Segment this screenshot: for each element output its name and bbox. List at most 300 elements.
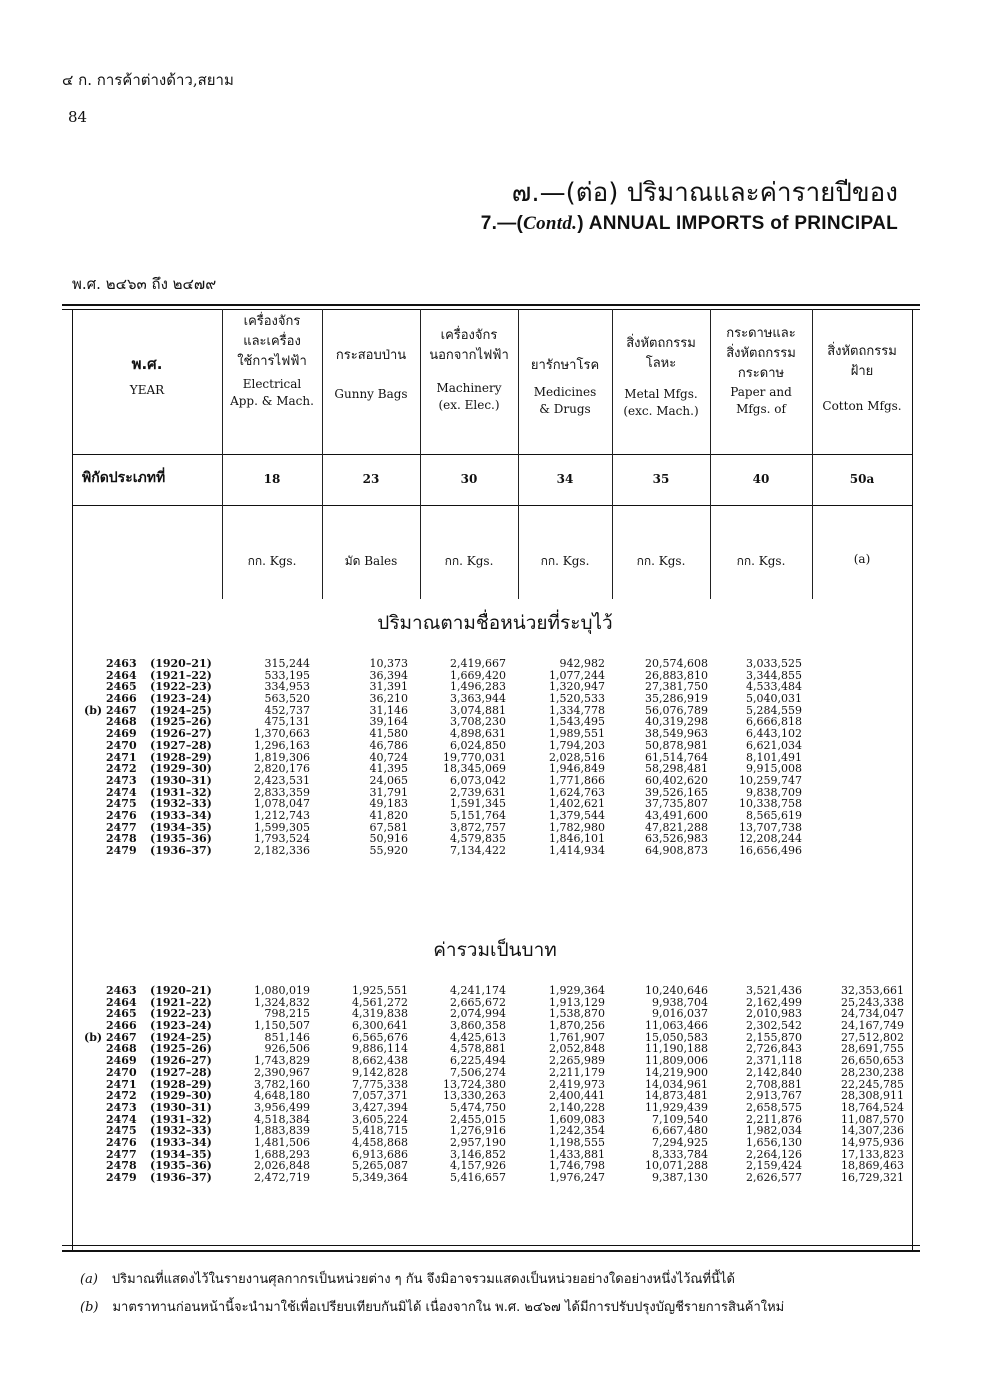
table-cell: 46,786 [369,738,408,752]
table-cell: 3,146,852 [450,1147,506,1161]
value-rows [0,985,990,1184]
row-year-be: 2466 [106,692,137,706]
table-cell: 1,793,524 [254,832,310,846]
table-cell: 1,883,839 [254,1124,310,1138]
table-cell: 1,150,507 [254,1019,310,1033]
table-cell: 64,908,873 [645,844,708,857]
table-cell: 9,387,130 [652,1171,708,1184]
table-row [0,693,990,705]
table-cell: 1,846,101 [549,832,605,846]
table-cell: 3,363,944 [450,692,506,706]
row-year-be: 2465 [106,1007,137,1021]
unit-label: กก. Kgs. [247,554,297,568]
title-english [481,213,898,235]
table-cell: 9,915,008 [746,762,802,776]
table-cell: 6,300,641 [352,1019,408,1033]
table-cell: 63,526,983 [645,832,708,846]
table-cell: 27,512,802 [841,1030,904,1044]
header-th-line2: ยารักษาโรค [530,358,600,373]
table-cell: 5,416,657 [450,1171,506,1184]
table-cell: 2,162,499 [746,995,802,1009]
table-cell: 25,243,338 [841,995,904,1009]
table-cell: 10,338,758 [739,797,802,811]
running-head: ๔ ก. การค้าต่างด้าว,สยาม [62,71,234,89]
table-cell: 10,240,646 [645,984,708,997]
table-cell: 37,735,807 [645,797,708,811]
table-row [0,658,990,670]
table-cell: 56,076,789 [645,703,708,717]
header-en-line1: Electrical [242,377,302,391]
table-cell: 1,624,763 [549,785,605,799]
table-cell: 14,873,481 [645,1089,708,1103]
row-year-ce: (1927–28) [150,1065,212,1079]
header-th-line2: กระสอบป่าน [335,348,407,363]
header-cotton [812,312,912,450]
table-cell: 14,307,236 [841,1124,904,1138]
table-cell: 41,580 [369,727,408,741]
tariff-code: 18 [263,472,281,486]
row-year-ce: (1922–23) [150,680,212,694]
tariff-code: 50a [849,472,875,486]
table-cell: 3,521,436 [746,984,802,997]
header-divider [72,454,912,455]
table-cell: 1,370,663 [254,727,310,741]
table-cell: 1,296,163 [254,738,310,752]
table-cell: 13,724,380 [443,1077,506,1091]
table-cell: 11,929,439 [645,1100,708,1114]
table-cell: 41,395 [369,762,408,776]
table-cell: 1,819,306 [254,750,310,764]
header-th-line1: เครื่องจักร [243,314,301,329]
table-cell: 16,729,321 [841,1171,904,1184]
table-bottom-rule-inner [62,1245,920,1246]
table-cell: 14,975,936 [841,1135,904,1149]
tariff-code: 40 [752,472,770,486]
row-year-be: 2470 [106,738,137,752]
table-cell: 2,739,631 [450,785,506,799]
table-row [0,810,990,822]
row-year-ce: (1921–22) [150,668,212,682]
table-cell: 11,809,006 [645,1054,708,1068]
table-cell: 5,265,087 [352,1159,408,1173]
table-cell: 1,669,420 [450,668,506,682]
table-cell: 58,298,481 [645,762,708,776]
table-row [0,985,990,997]
table-cell: 7,109,540 [652,1112,708,1126]
table-cell: 2,419,973 [549,1077,605,1091]
header-th-line1: เครื่องจักร [440,328,498,343]
quantity-rows [0,658,990,857]
table-cell: 6,073,042 [450,773,506,787]
title-en-contd: Contd. [523,213,578,234]
row-year-ce: (1932–33) [150,797,212,811]
row-year-be: 2477 [106,1147,137,1161]
table-cell: 6,621,034 [746,738,802,752]
table-cell: 1,543,495 [549,715,605,729]
table-top-rule [62,304,920,306]
table-cell: 28,308,911 [841,1089,904,1103]
table-cell: 1,870,256 [549,1019,605,1033]
table-row [0,845,990,857]
table-cell: 2,658,575 [746,1100,802,1114]
header-en-line1: Cotton Mfgs. [822,399,902,413]
row-year-be: 2466 [106,1019,137,1033]
value-section-title: ค่ารวมเป็นบาท [433,939,557,961]
header-gunny-bags [322,312,420,450]
table-cell: 32,353,661 [841,984,904,997]
row-year-ce: (1928–29) [150,750,212,764]
table-cell: 2,074,994 [450,1007,506,1021]
footnote-text: มาตราทานก่อนหน้านี้จะนำมาใช้เพื่อเปรียบเทียบกันมิได้ เนื่องจากใน พ.ศ. ๒๔๖๗ ได้มีการปรับปรุงบัญชีรายการสินค้าใหม่ [112,1300,785,1315]
header-th-line2: โลหะ [645,356,677,371]
row-year-ce: (1929–30) [150,1089,212,1103]
row-year-ce: (1926–27) [150,727,212,741]
table-cell: 1,402,621 [549,797,605,811]
table-cell: 15,050,583 [645,1030,708,1044]
row-year-ce: (1935–36) [150,1159,212,1173]
table-cell: 36,394 [369,668,408,682]
header-th-line3: กระดาษ [737,366,785,381]
table-cell: 9,938,704 [652,995,708,1009]
table-cell: 24,167,749 [841,1019,904,1033]
title-thai: ๗.—(ต่อ) ปริมาณและค่ารายปีของ [511,178,898,208]
row-year-be: 2478 [106,832,137,846]
table-row [0,740,990,752]
footnote-a [80,1268,735,1289]
header-th-line2: และเครื่อง [243,334,301,349]
row-year-be: 2465 [106,680,137,694]
table-cell: 1,761,907 [549,1030,605,1044]
table-cell: 1,379,544 [549,808,605,822]
footnote-b [80,1296,784,1317]
row-year-ce: (1928–29) [150,1077,212,1091]
row-year-be: 2468 [106,715,137,729]
table-cell: 22,245,785 [841,1077,904,1091]
table-cell: 5,151,764 [450,808,506,822]
table-cell: 7,775,338 [352,1077,408,1091]
row-year-be: 2477 [106,820,137,834]
footnote-mark: (b) [80,1300,99,1315]
table-cell: 2,833,359 [254,785,310,799]
row-year-ce: (1923–24) [150,692,212,706]
table-cell: 10,071,288 [645,1159,708,1173]
table-cell: 1,481,506 [254,1135,310,1149]
table-cell: 49,183 [369,797,408,811]
unit-label: (a) [853,552,871,566]
table-cell: 2,626,577 [746,1171,802,1184]
row-year-be: 2467 [106,703,137,717]
period-label: พ.ศ. ๒๔๖๓ ถึง ๒๔๗๙ [72,275,217,293]
table-cell: 1,078,047 [254,797,310,811]
table-cell: 14,034,961 [645,1077,708,1091]
table-cell: 2,455,015 [450,1112,506,1126]
table-cell: 14,219,900 [645,1065,708,1079]
table-cell: 1,320,947 [549,680,605,694]
row-year-be: 2479 [106,844,137,857]
row-year-ce: (1932–33) [150,1124,212,1138]
table-cell: 6,666,818 [746,715,802,729]
table-cell: 2,472,719 [254,1171,310,1184]
row-year-ce: (1921–22) [150,995,212,1009]
table-cell: 5,474,750 [450,1100,506,1114]
tariff-code: 34 [556,472,574,486]
header-en-line2: (ex. Elec.) [438,398,500,412]
tariff-code: 35 [652,472,670,486]
table-cell: 2,211,876 [746,1112,802,1126]
quantity-section-title: ปริมาณตามชื่อหน่วยที่ระบุไว้ [377,612,613,634]
table-cell: 67,581 [369,820,408,834]
table-cell: 1,414,934 [549,844,605,857]
row-year-be: 2474 [106,1112,137,1126]
code-divider [72,505,912,506]
table-cell: 31,146 [369,703,408,717]
row-year-ce: (1931–32) [150,1112,212,1126]
table-cell: 2,264,126 [746,1147,802,1161]
table-cell: 1,794,203 [549,738,605,752]
table-cell: 1,746,798 [549,1159,605,1173]
unit-label: มัด Bales [344,554,398,568]
table-cell: 18,764,524 [841,1100,904,1114]
table-cell: 3,860,358 [450,1019,506,1033]
table-cell: 1,982,034 [746,1124,802,1138]
table-cell: 1,242,354 [549,1124,605,1138]
table-cell: 1,324,832 [254,995,310,1009]
table-row [0,1172,990,1184]
table-cell: 1,496,283 [450,680,506,694]
table-cell: 39,164 [369,715,408,729]
header-th-line2: นอกจากไฟฟ้า [429,348,509,363]
table-cell: 2,726,843 [746,1042,802,1056]
table-cell: 3,344,855 [746,668,802,682]
table-cell: 38,549,963 [645,727,708,741]
table-cell: 60,402,620 [645,773,708,787]
row-year-ce: (1925–26) [150,1042,212,1056]
table-cell: 2,820,176 [254,762,310,776]
footnote-text: ปริมาณที่แสดงไว้ในรายงานศุลกากรเป็นหน่วยต่าง ๆ กัน จึงมิอาจรวมแสดงเป็นหน่วยอย่างใดอย่างหนึ่งไว้ณที่นี้ได้ [111,1272,735,1287]
row-year-be: 2473 [106,1100,137,1114]
table-row [0,1137,990,1149]
row-year-be: 2475 [106,797,137,811]
header-machinery [420,312,518,450]
table-cell: 4,425,613 [450,1030,506,1044]
table-cell: 1,538,870 [549,1007,605,1021]
table-cell: 6,913,686 [352,1147,408,1161]
header-th-line2: ฝ้าย [850,364,874,379]
table-cell: 16,656,496 [739,844,802,857]
table-cell: 31,791 [369,785,408,799]
row-year-ce: (1933–34) [150,808,212,822]
table-cell: 6,225,494 [450,1054,506,1068]
table-cell: 4,518,384 [254,1112,310,1126]
table-cell: 7,294,925 [652,1135,708,1149]
table-cell: 18,345,069 [443,762,506,776]
row-year-be: 2472 [106,1089,137,1103]
table-cell: 47,821,288 [645,820,708,834]
header-year [72,312,222,450]
table-cell: 11,190,188 [645,1042,708,1056]
table-cell: 43,491,600 [645,808,708,822]
table-cell: 1,929,364 [549,984,605,997]
row-year-be: 2468 [106,1042,137,1056]
tariff-code: 30 [460,472,478,486]
table-cell: 1,656,130 [746,1135,802,1149]
table-cell: 1,925,551 [352,984,408,997]
table-cell: 2,052,848 [549,1042,605,1056]
row-year-be: 2479 [106,1171,137,1184]
table-cell: 6,443,102 [746,727,802,741]
row-mark: (b) [84,703,103,717]
row-year-ce: (1926–27) [150,1054,212,1068]
unit-label: กก. Kgs. [444,554,494,568]
table-cell: 9,016,037 [652,1007,708,1021]
table-cell: 2,159,424 [746,1159,802,1173]
table-cell: 1,976,247 [549,1171,605,1184]
table-row [0,1102,990,1114]
row-year-be: 2464 [106,995,137,1009]
table-cell: 35,286,919 [645,692,708,706]
table-cell: 41,820 [369,808,408,822]
table-row [0,1020,990,1032]
header-year-english: YEAR [129,383,165,397]
row-year-ce: (1930–31) [150,1100,212,1114]
table-cell: 5,284,559 [746,703,802,717]
header-en-line2: Mfgs. of [736,402,786,416]
row-year-ce: (1935–36) [150,832,212,846]
row-year-be: 2467 [106,1030,137,1044]
table-cell: 4,533,484 [746,680,802,694]
table-cell: 40,724 [369,750,408,764]
table-cell: 7,057,371 [352,1089,408,1103]
header-metal [612,312,710,450]
row-year-ce: (1927–28) [150,738,212,752]
header-en-line2: App. & Mach. [230,394,314,408]
table-cell: 2,371,118 [746,1054,802,1068]
table-cell: 5,418,715 [352,1124,408,1138]
table-cell: 1,609,083 [549,1112,605,1126]
row-year-be: 2469 [106,727,137,741]
table-cell: 24,065 [369,773,408,787]
table-cell: 475,131 [264,715,310,729]
table-cell: 2,423,531 [254,773,310,787]
table-cell: 12,208,244 [739,832,802,846]
table-cell: 1,276,916 [450,1124,506,1138]
table-cell: 5,349,364 [352,1171,408,1184]
table-cell: 2,400,441 [549,1089,605,1103]
unit-label: กก. Kgs. [540,554,590,568]
table-cell: 2,140,228 [549,1100,605,1114]
table-cell: 4,579,835 [450,832,506,846]
header-en-line1: Medicines [533,385,597,399]
table-cell: 5,040,031 [746,692,802,706]
row-year-ce: (1922–23) [150,1007,212,1021]
row-year-be: 2476 [106,1135,137,1149]
table-cell: 10,373 [369,657,408,670]
table-cell: 10,259,747 [739,773,802,787]
title-en-prefix: 7.—( [480,213,524,234]
row-year-be: 2478 [106,1159,137,1173]
unit-label: กก. Kgs. [636,554,686,568]
table-cell: 13,707,738 [739,820,802,834]
table-cell: 334,953 [264,680,310,694]
row-year-ce: (1936–37) [150,1171,212,1184]
table-cell: 315,244 [264,657,310,670]
header-en-line1: Gunny Bags [334,387,408,401]
table-cell: 1,771,866 [549,773,605,787]
row-year-be: 2471 [106,1077,137,1091]
row-year-ce: (1936–37) [150,844,212,857]
row-year-be: 2471 [106,750,137,764]
table-cell: 4,319,838 [352,1007,408,1021]
header-en-line2: (exc. Mach.) [623,404,699,418]
table-cell: 9,886,114 [352,1042,408,1056]
table-cell: 55,920 [369,844,408,857]
table-cell: 3,033,525 [746,657,802,670]
table-cell: 2,665,672 [450,995,506,1009]
page-number: 84 [68,108,88,126]
row-year-ce: (1934–35) [150,1147,212,1161]
row-year-be: 2472 [106,762,137,776]
table-cell: 1,198,555 [549,1135,605,1149]
table-cell: 4,241,174 [450,984,506,997]
row-year-be: 2463 [106,984,137,997]
table-cell: 2,302,542 [746,1019,802,1033]
row-year-ce: (1923–24) [150,1019,212,1033]
table-cell: 3,605,224 [352,1112,408,1126]
row-year-be: 2476 [106,808,137,822]
table-cell: 851,146 [264,1030,310,1044]
table-top-rule-inner [62,309,920,310]
table-cell: 8,333,784 [652,1147,708,1161]
unit-label: กก. Kgs. [736,554,786,568]
table-cell: 2,211,179 [549,1065,605,1079]
table-cell: 3,427,394 [352,1100,408,1114]
table-cell: 4,157,926 [450,1159,506,1173]
table-cell: 2,028,516 [549,750,605,764]
table-cell: 3,872,757 [450,820,506,834]
table-cell: 50,878,981 [645,738,708,752]
table-cell: 2,265,989 [549,1054,605,1068]
table-cell: 1,591,345 [450,797,506,811]
table-cell: 1,334,778 [549,703,605,717]
table-row [0,775,990,787]
header-th-line2: สิ่งหัตถกรรม [726,346,796,361]
title-en-suffix: ) ANNUAL IMPORTS of PRINCIPAL [577,213,898,234]
table-cell: 19,770,031 [443,750,506,764]
row-year-be: 2474 [106,785,137,799]
table-cell: 926,506 [264,1042,310,1056]
table-cell: 563,520 [264,692,310,706]
row-year-ce: (1933–34) [150,1135,212,1149]
row-year-be: 2473 [106,773,137,787]
table-cell: 1,782,980 [549,820,605,834]
row-year-be: 2464 [106,668,137,682]
header-en-line1: Metal Mfgs. [624,387,698,401]
row-year-be: 2475 [106,1124,137,1138]
header-th-line1: สิ่งหัตถกรรม [626,336,696,351]
table-cell: 7,506,274 [450,1065,506,1079]
table-cell: 3,782,160 [254,1077,310,1091]
table-cell: 11,087,570 [841,1112,904,1126]
table-cell: 1,520,533 [549,692,605,706]
table-cell: 2,957,190 [450,1135,506,1149]
table-cell: 31,391 [369,680,408,694]
table-cell: 8,565,619 [746,808,802,822]
table-cell: 1,433,881 [549,1147,605,1161]
table-cell: 39,526,165 [645,785,708,799]
table-cell: 2,913,767 [746,1089,802,1103]
table-cell: 1,080,019 [254,984,310,997]
table-cell: 3,956,499 [254,1100,310,1114]
